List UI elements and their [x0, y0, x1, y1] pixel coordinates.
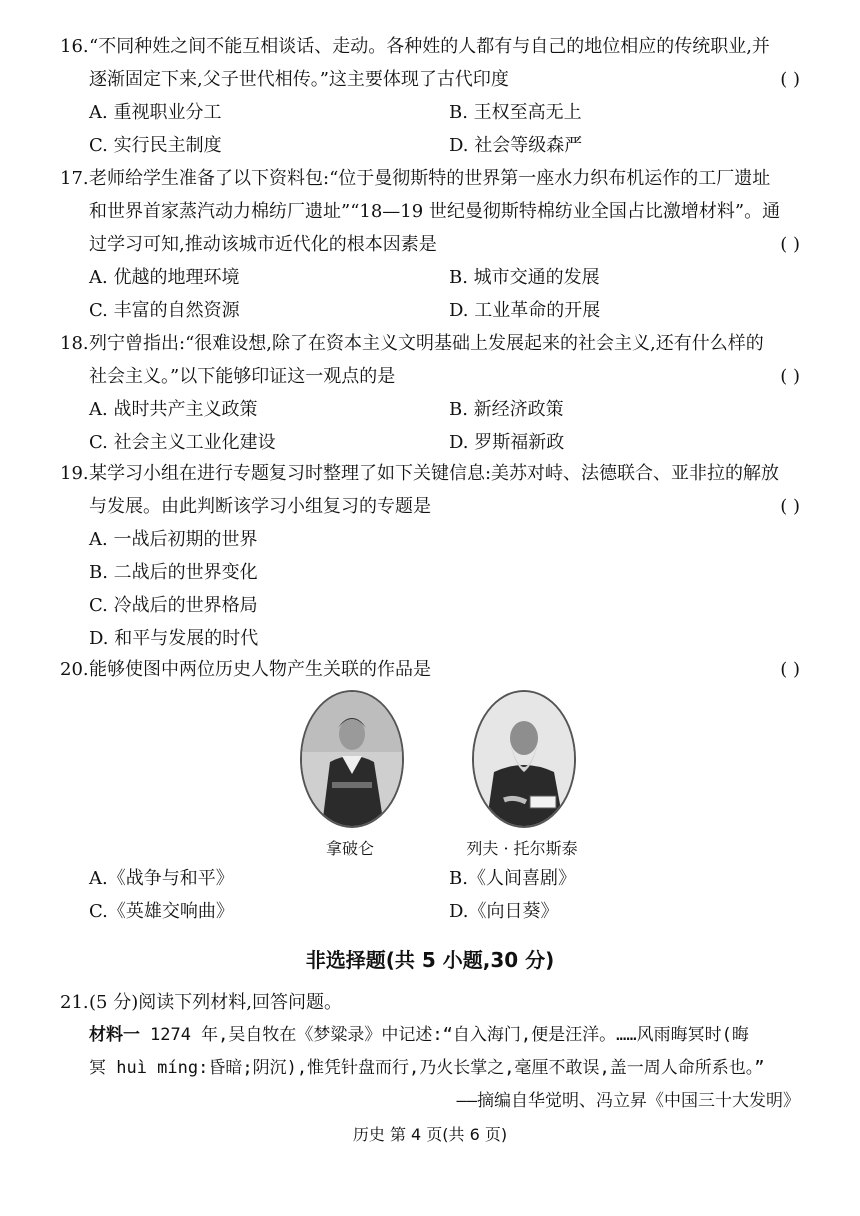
- option-d[interactable]: D. 社会等级森严: [449, 135, 583, 156]
- answer-bracket[interactable]: ( ): [780, 659, 800, 680]
- portrait-caption-right: 列夫 · 托尔斯泰: [466, 839, 578, 858]
- question-19: [60, 457, 800, 655]
- question-text-line: 和世界首家蒸汽动力棉纺厂遗址”“18—19 世纪曼彻斯特棉纺业全国占比激增材料”。通: [89, 201, 781, 222]
- material-label: 材料一: [89, 1025, 140, 1045]
- tolstoy-portrait-icon: [472, 690, 576, 828]
- question-number: 20.: [60, 659, 89, 680]
- material-source: ——摘编自华觉明、冯立昇《中国三十大发明》: [456, 1091, 800, 1111]
- question-text-line: 老师给学生准备了以下资料包:“位于曼彻斯特的世界第一座水力织布机运作的工厂遗址: [89, 168, 771, 189]
- question-20: [60, 653, 800, 686]
- option-a[interactable]: A. 一战后初期的世界: [89, 529, 258, 550]
- answer-bracket[interactable]: ( ): [780, 234, 800, 255]
- option-a[interactable]: A. 战时共产主义政策: [89, 399, 258, 420]
- question-text-line: (5 分)阅读下列材料,回答问题。: [89, 992, 342, 1013]
- portrait-caption-left: 拿破仑: [325, 839, 374, 858]
- question-21: [60, 986, 800, 1118]
- question-text-line: 能够使图中两位历史人物产生关联的作品是: [89, 659, 431, 680]
- question-number: 18.: [60, 333, 89, 354]
- option-b[interactable]: B.《人间喜剧》: [449, 868, 576, 889]
- option-d[interactable]: D.《向日葵》: [449, 901, 559, 922]
- option-b[interactable]: B. 二战后的世界变化: [89, 562, 258, 583]
- option-a[interactable]: A. 优越的地理环境: [89, 267, 240, 288]
- napoleon-portrait-icon: [300, 690, 404, 828]
- question-number: 21.: [60, 992, 89, 1013]
- question-text-line: 过学习可知,推动该城市近代化的根本因素是: [89, 234, 437, 255]
- option-c[interactable]: C.《英雄交响曲》: [89, 901, 234, 922]
- section-title: 非选择题(共 5 小题,30 分): [305, 948, 555, 972]
- option-b[interactable]: B. 城市交通的发展: [449, 267, 600, 288]
- question-text-line: 某学习小组在进行专题复习时整理了如下关键信息:美苏对峙、法德联合、亚非拉的解放: [89, 463, 780, 484]
- option-a[interactable]: A. 重视职业分工: [89, 102, 222, 123]
- option-c[interactable]: C. 社会主义工业化建设: [89, 432, 276, 453]
- option-c[interactable]: C. 实行民主制度: [89, 135, 222, 156]
- option-b[interactable]: B. 新经济政策: [449, 399, 564, 420]
- option-a[interactable]: A.《战争与和平》: [89, 868, 234, 889]
- question-text-line: 与发展。由此判断该学习小组复习的专题是: [89, 496, 431, 517]
- answer-bracket[interactable]: ( ): [780, 496, 800, 517]
- napoleon-portrait-drawing: [302, 692, 402, 826]
- option-d[interactable]: D. 罗斯福新政: [449, 432, 565, 453]
- question-text-line: 列宁曾指出:“很难设想,除了在资本主义文明基础上发展起来的社会主义,还有什么样的: [89, 333, 764, 354]
- question-18: [60, 327, 800, 459]
- question-17: [60, 162, 800, 327]
- question-number: 19.: [60, 463, 89, 484]
- answer-bracket[interactable]: ( ): [780, 69, 800, 90]
- material-text-line: 冥 huì míng:昏暗;阴沉),惟凭针盘而行,乃火长掌之,毫厘不敢误,盖一周人命所系也。”: [89, 1058, 765, 1078]
- question-20-options: [60, 862, 800, 928]
- question-number: 17.: [60, 168, 89, 189]
- answer-bracket[interactable]: ( ): [780, 366, 800, 387]
- question-number: 16.: [60, 36, 89, 57]
- page-footer: 历史 第 4 页(共 6 页): [352, 1125, 508, 1144]
- option-d[interactable]: D. 工业革命的开展: [449, 300, 601, 321]
- question-16: [60, 30, 800, 162]
- question-text-line: 逐渐固定下来,父子世代相传。”这主要体现了古代印度: [89, 69, 509, 90]
- option-c[interactable]: C. 冷战后的世界格局: [89, 595, 258, 616]
- tolstoy-portrait-drawing: [474, 692, 574, 826]
- option-d[interactable]: D. 和平与发展的时代: [89, 628, 259, 649]
- question-text-line: 社会主义。”以下能够印证这一观点的是: [89, 366, 396, 387]
- option-b[interactable]: B. 王权至高无上: [449, 102, 582, 123]
- option-c[interactable]: C. 丰富的自然资源: [89, 300, 240, 321]
- material-text-line: 1274 年,吴自牧在《梦粱录》中记述:“自入海门,便是汪洋。……风雨晦冥时(晦: [150, 1025, 749, 1045]
- question-text-line: “不同种姓之间不能互相谈话、走动。各种姓的人都有与自己的地位相应的传统职业,并: [89, 36, 770, 57]
